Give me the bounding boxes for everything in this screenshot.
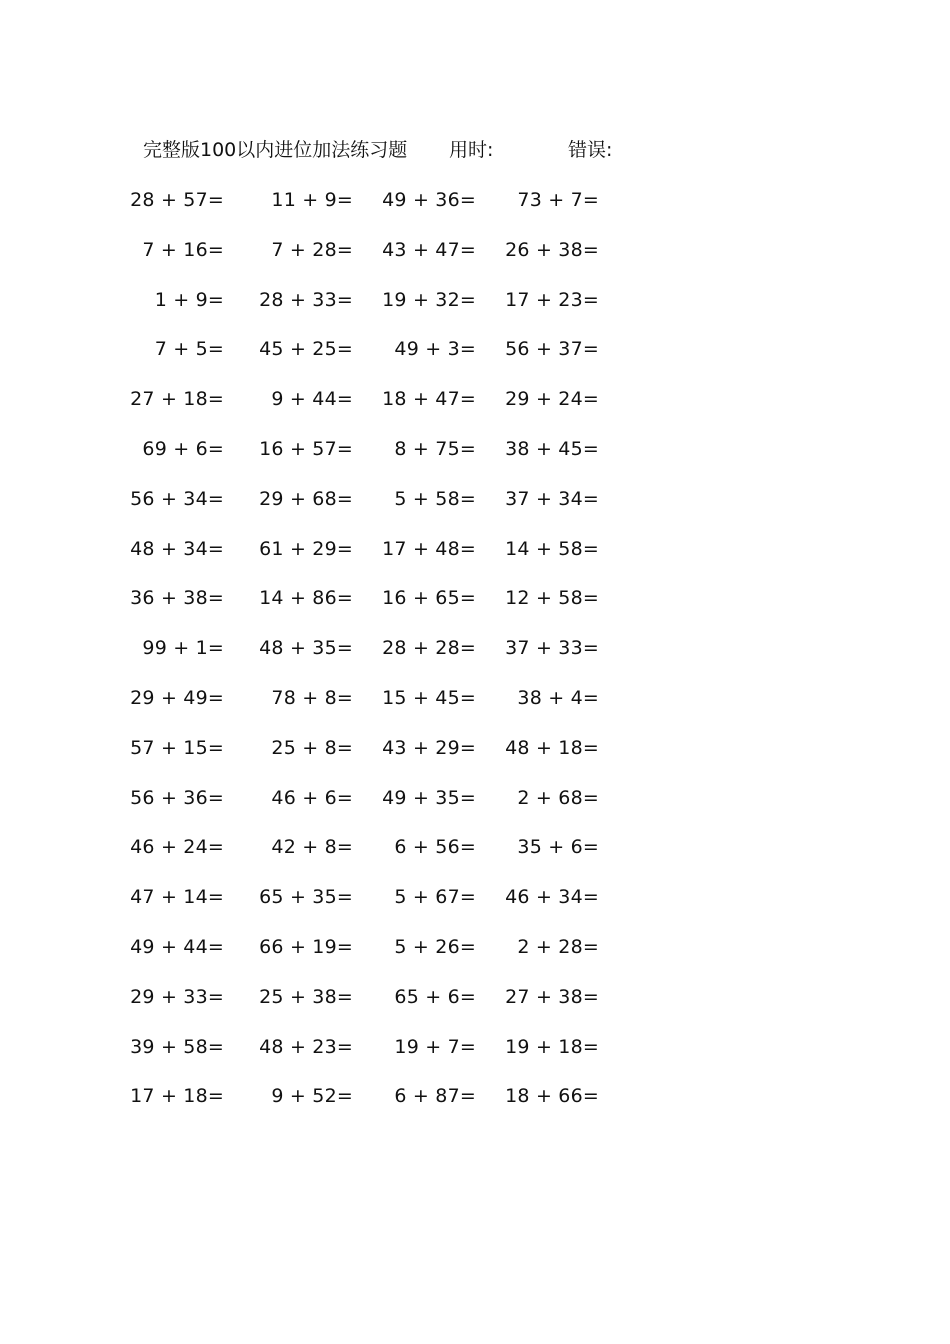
problem-item: 49 + 36=	[382, 189, 476, 211]
errors-label: 错误:	[568, 139, 613, 161]
problem-item: 16 + 65=	[382, 587, 476, 610]
problem-item: 5 + 58=	[394, 487, 476, 510]
problem-item: 65 + 6=	[394, 985, 476, 1008]
problem-item: 57 + 15=	[130, 736, 224, 759]
problem-item: 27 + 18=	[130, 388, 224, 411]
problem-item: 7 + 5=	[154, 338, 224, 361]
problem-item: 46 + 6=	[271, 786, 353, 809]
problem-item: 65 + 35=	[259, 886, 353, 909]
problem-item: 12 + 58=	[505, 587, 599, 610]
problem-item: 27 + 38=	[505, 985, 599, 1008]
problem-item: 49 + 35=	[382, 786, 476, 809]
problem-item: 38 + 45=	[505, 438, 599, 460]
problem-item: 1 + 9=	[154, 288, 224, 311]
problem-item: 11 + 9=	[271, 189, 353, 211]
problem-item: 2 + 28=	[517, 936, 599, 958]
problem-item: 29 + 33=	[130, 985, 224, 1008]
problem-item: 38 + 4=	[517, 687, 599, 709]
problem-item: 39 + 58=	[130, 1035, 224, 1058]
problem-item: 18 + 66=	[505, 1085, 599, 1108]
problem-item: 25 + 38=	[259, 985, 353, 1008]
problem-item: 46 + 24=	[130, 836, 224, 859]
worksheet-title: 完整版100以内进位加法练习题	[143, 139, 408, 161]
time-label: 用时:	[449, 139, 494, 161]
problem-item: 56 + 36=	[130, 786, 224, 809]
problem-item: 66 + 19=	[259, 936, 353, 958]
problem-item: 56 + 34=	[130, 487, 224, 510]
problem-item: 73 + 7=	[517, 189, 599, 211]
problem-item: 28 + 33=	[259, 288, 353, 311]
problem-item: 6 + 87=	[394, 1085, 476, 1108]
problem-item: 37 + 33=	[505, 637, 599, 660]
problem-item: 28 + 28=	[382, 637, 476, 660]
problem-item: 28 + 57=	[130, 189, 224, 211]
problem-item: 5 + 26=	[394, 936, 476, 958]
problem-item: 14 + 58=	[505, 537, 599, 560]
problem-item: 15 + 45=	[382, 687, 476, 709]
problem-item: 48 + 34=	[130, 537, 224, 560]
problem-item: 43 + 29=	[382, 736, 476, 759]
problem-item: 49 + 3=	[394, 338, 476, 361]
problem-item: 48 + 23=	[259, 1035, 353, 1058]
problem-item: 25 + 8=	[271, 736, 353, 759]
problem-item: 17 + 48=	[382, 537, 476, 560]
problem-item: 35 + 6=	[517, 836, 599, 859]
problem-item: 17 + 18=	[130, 1085, 224, 1108]
problem-item: 45 + 25=	[259, 338, 353, 361]
problem-item: 37 + 34=	[505, 487, 599, 510]
problem-item: 43 + 47=	[382, 238, 476, 261]
problem-item: 56 + 37=	[505, 338, 599, 361]
problem-item: 36 + 38=	[130, 587, 224, 610]
problem-item: 17 + 23=	[505, 288, 599, 311]
problem-item: 61 + 29=	[259, 537, 353, 560]
problem-item: 49 + 44=	[130, 936, 224, 958]
problem-item: 29 + 24=	[505, 388, 599, 411]
problem-item: 19 + 7=	[394, 1035, 476, 1058]
problem-item: 19 + 18=	[505, 1035, 599, 1058]
problem-item: 16 + 57=	[259, 438, 353, 460]
problem-item: 8 + 75=	[394, 438, 476, 460]
problem-item: 18 + 47=	[382, 388, 476, 411]
problem-item: 29 + 68=	[259, 487, 353, 510]
problem-item: 5 + 67=	[394, 886, 476, 909]
problem-item: 7 + 16=	[142, 238, 224, 261]
problem-item: 69 + 6=	[142, 438, 224, 460]
problem-item: 2 + 68=	[517, 786, 599, 809]
problem-item: 47 + 14=	[130, 886, 224, 909]
problem-item: 26 + 38=	[505, 238, 599, 261]
problem-item: 6 + 56=	[394, 836, 476, 859]
problem-item: 48 + 18=	[505, 736, 599, 759]
problem-item: 9 + 44=	[271, 388, 353, 411]
problem-item: 9 + 52=	[271, 1085, 353, 1108]
problem-item: 19 + 32=	[382, 288, 476, 311]
problem-item: 42 + 8=	[271, 836, 353, 859]
problem-item: 48 + 35=	[259, 637, 353, 660]
problem-item: 7 + 28=	[271, 238, 353, 261]
problem-item: 78 + 8=	[271, 687, 353, 709]
problem-item: 99 + 1=	[142, 637, 224, 660]
problem-item: 14 + 86=	[259, 587, 353, 610]
problem-item: 46 + 34=	[505, 886, 599, 909]
problem-item: 29 + 49=	[130, 687, 224, 709]
